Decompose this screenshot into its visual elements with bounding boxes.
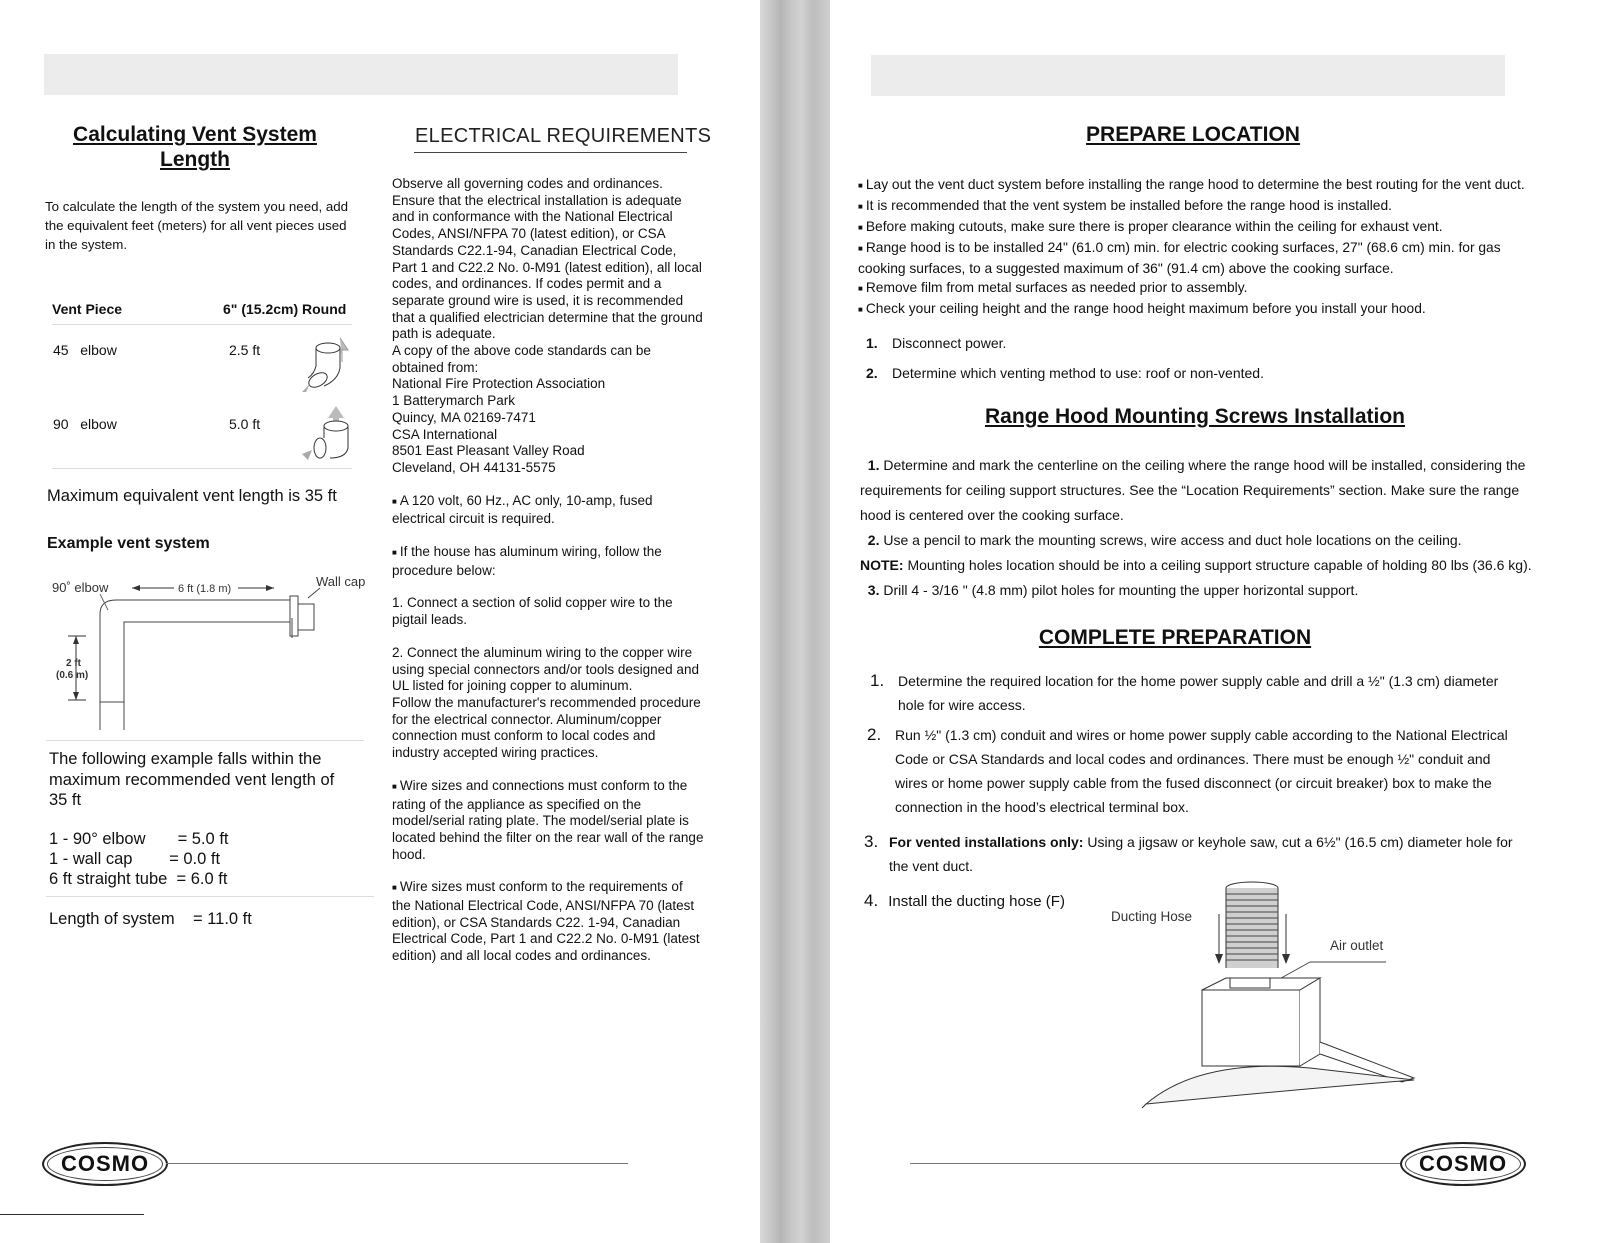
electrical-step: 2. Connect the aluminum wiring to the copper wire using special connectors and/or tools designed and UL listed for joining copper to aluminum. xyxy=(392,644,699,694)
mounting-step: 1. Determine and mark the centerline on the ceiling where the range hood will be installed, considering the requirements for ceiling support structures. See the “Location Requirements” section. Make sure the range hood is centered over the cooking surface. xyxy=(860,457,1526,523)
electrical-column xyxy=(392,176,704,965)
vent-row-piece: 90 elbow xyxy=(53,416,117,432)
diagram-wallcap-label: Wall cap xyxy=(316,574,366,589)
electrical-para: A copy of the above code standards can be obtained from: xyxy=(392,343,651,375)
mounting-step: 2. Use a pencil to mark the mounting screws, wire access and duct hole locations on the ceiling. xyxy=(867,532,1462,548)
complete-step: 2. Run ½" (1.3 cm) conduit and wires or home power supply cable according to the National Electrical Code or CSA Standards and local codes and ordinances. There must be enough ½" conduit and wires or home power supply cable from the fused disconnect (or circuit breaker) box to make the connection in the hood’s electrical terminal box. xyxy=(867,725,1508,815)
address-line: Cleveland, OH 44131-5575 xyxy=(392,459,556,475)
mounting-step: 3. Drill 4 - 3/16 " (4.8 mm) pilot holes for mounting the upper horizontal support. xyxy=(867,582,1359,598)
diagram-elbow-label: 90˚ elbow xyxy=(52,580,109,595)
complete-step: 3. For vented installations only: Using a jigsaw or keyhole saw, cut a 6½" (16.5 cm) diameter hole for the vent duct. xyxy=(864,832,1513,874)
page-gutter xyxy=(760,0,830,1243)
vent-row-value: 2.5 ft xyxy=(229,342,261,358)
electrical-bullet: ■ If the house has aluminum wiring, follow the procedure below: xyxy=(392,544,704,579)
mounting-steps xyxy=(860,453,1550,603)
outlet-label: Air outlet xyxy=(1330,938,1384,953)
elbow-45-icon xyxy=(296,332,356,397)
electrical-bullet: ■ A 120 volt, 60 Hz., AC only, 10-amp, fused electrical circuit is required. xyxy=(392,493,704,528)
diagram-height-label: 2 ft xyxy=(66,658,81,669)
cosmo-logo: COSMO xyxy=(1400,1142,1526,1186)
electrical-para: Observe all governing codes and ordinances. Ensure that the electrical installation is adequate and in conformance with the National Electrical Codes, ANSI/NFPA 70 (latest edition), or CSA Standards C22.1-94, Canadian Electrical Code, Part 1 and C22.2 No. 0-M91 (latest edition), all local codes, and ordinances. If codes permit and a separate ground wire is used, it is recommended that a qualified electrician determine that the ground path is adequate. xyxy=(392,176,703,342)
prepare-bullet: ■ Range hood is to be installed 24" (61.0 cm) min. for electric cooking surfaces, 27" (68.6 cm) min. for gas cooking surfaces, to a suggested maximum of 36" (91.4 cm) above the cooking surface. xyxy=(858,238,1548,278)
example-line: 6 ft straight tube = 6.0 ft xyxy=(49,870,228,888)
vent-calc-intro: To calculate the length of the system you need, add the equivalent feet (meters) for all vent pieces used in the system. xyxy=(45,199,349,252)
table-rule-top xyxy=(52,324,352,325)
left-header-bar xyxy=(44,54,678,95)
system-total: Length of system = 11.0 ft xyxy=(49,910,252,928)
example-text: The following example falls within the maximum recommended vent length of 35 ft xyxy=(49,750,335,809)
electrical-bullet: ■ Wire sizes must conform to the requirements of the National Electrical Code, ANSI/NFPA 70 (latest edition), or CSA Standards C22. 1-94, Canadian Electrical Code, Part 1 and C22.2 No. 0-M91 (latest edition) and all local codes and ordinances. xyxy=(392,879,704,965)
address-line: Quincy, MA 02169-7471 xyxy=(392,409,536,425)
elbow-90-icon xyxy=(300,404,358,466)
right-header-bar xyxy=(871,55,1505,96)
prepare-title: PREPARE LOCATION xyxy=(1086,123,1300,146)
footer-line xyxy=(166,1163,628,1164)
electrical-step: Follow the manufacturer's recommended procedure for the electrical connector. Aluminum/copper connection must conform to local codes and industry accepted wiring practices. xyxy=(392,694,701,761)
electrical-title-rule xyxy=(414,152,687,153)
prepare-bullet: ■ It is recommended that the vent system be installed before the range hood is installed. xyxy=(858,196,1548,217)
mounting-title: Range Hood Mounting Screws Installation xyxy=(984,405,1406,428)
vent-row-piece: 45 elbow xyxy=(53,342,117,358)
hose-label: Ducting Hose xyxy=(1111,909,1193,924)
cosmo-logo: COSMO xyxy=(42,1142,168,1186)
col-header-round: 6" (15.2cm) Round xyxy=(223,301,347,317)
example-line: 1 - wall cap = 0.0 ft xyxy=(49,850,221,868)
complete-step: 1. Determine the required location for the home power supply cable and drill a ½" (1.3 cm) diameter hole for wire access. xyxy=(870,671,1499,713)
prepare-bullet: ■ Lay out the vent duct system before installing the range hood to determine the best routing for the vent duct. xyxy=(858,175,1548,196)
prepare-bullet: ■ Before making cutouts, make sure there is proper clearance within the ceiling for exhaust vent. xyxy=(858,217,1548,238)
example-title: Example vent system xyxy=(47,535,210,552)
example-vent-diagram xyxy=(46,570,376,736)
diagram-height-m-label: (0.6 m) xyxy=(56,670,89,681)
address-line: CSA International xyxy=(392,426,498,442)
corner-rule xyxy=(0,1214,144,1215)
col-header-piece: Vent Piece xyxy=(52,301,123,317)
table-rule-bottom xyxy=(52,468,352,469)
vent-calc-title: Calculating Vent System Length xyxy=(73,123,317,171)
address-line: 8501 East Pleasant Valley Road xyxy=(392,443,585,459)
prepare-bullet: ■ Check your ceiling height and the range hood height maximum before you install your hood. xyxy=(858,299,1548,320)
address-line: 1 Batterymarch Park xyxy=(392,393,516,409)
prepare-bullet: ■ Remove film from metal surfaces as needed prior to assembly. xyxy=(858,278,1548,299)
electrical-bullet: ■ Wire sizes and connections must conform to the rating of the appliance as specified on the model/serial rating plate. The model/serial plate is located behind the filter on the rear wall of the range hood. xyxy=(392,778,704,864)
diagram-length-label: 6 ft (1.8 m) xyxy=(178,583,232,595)
complete-step: 4. Install the ducting hose (F) xyxy=(864,891,1065,910)
max-vent-length: Maximum equivalent vent length is 35 ft xyxy=(47,487,337,505)
footer-line xyxy=(910,1163,1402,1164)
complete-title: COMPLETE PREPARATION xyxy=(1038,626,1312,649)
electrical-step: 1. Connect a section of solid copper wire to the pigtail leads. xyxy=(392,595,673,628)
example-rule xyxy=(46,740,364,741)
mounting-note: NOTE: Mounting holes location should be into a ceiling support structure capable of holding 80 lbs (36.6 kg). xyxy=(860,557,1532,573)
example-line: 1 - 90° elbow = 5.0 ft xyxy=(49,830,229,848)
vent-row-value: 5.0 ft xyxy=(229,416,261,432)
total-rule xyxy=(46,896,374,897)
prepare-step: 2. Determine which venting method to use: roof or non-vented. xyxy=(866,365,1264,381)
prepare-bullets xyxy=(858,175,1548,320)
prepare-step: 1. Disconnect power. xyxy=(866,335,1007,351)
address-line: National Fire Protection Association xyxy=(392,376,606,392)
range-hood-illustration xyxy=(1140,878,1420,1110)
electrical-title: ELECTRICAL REQUIREMENTS xyxy=(415,125,712,147)
